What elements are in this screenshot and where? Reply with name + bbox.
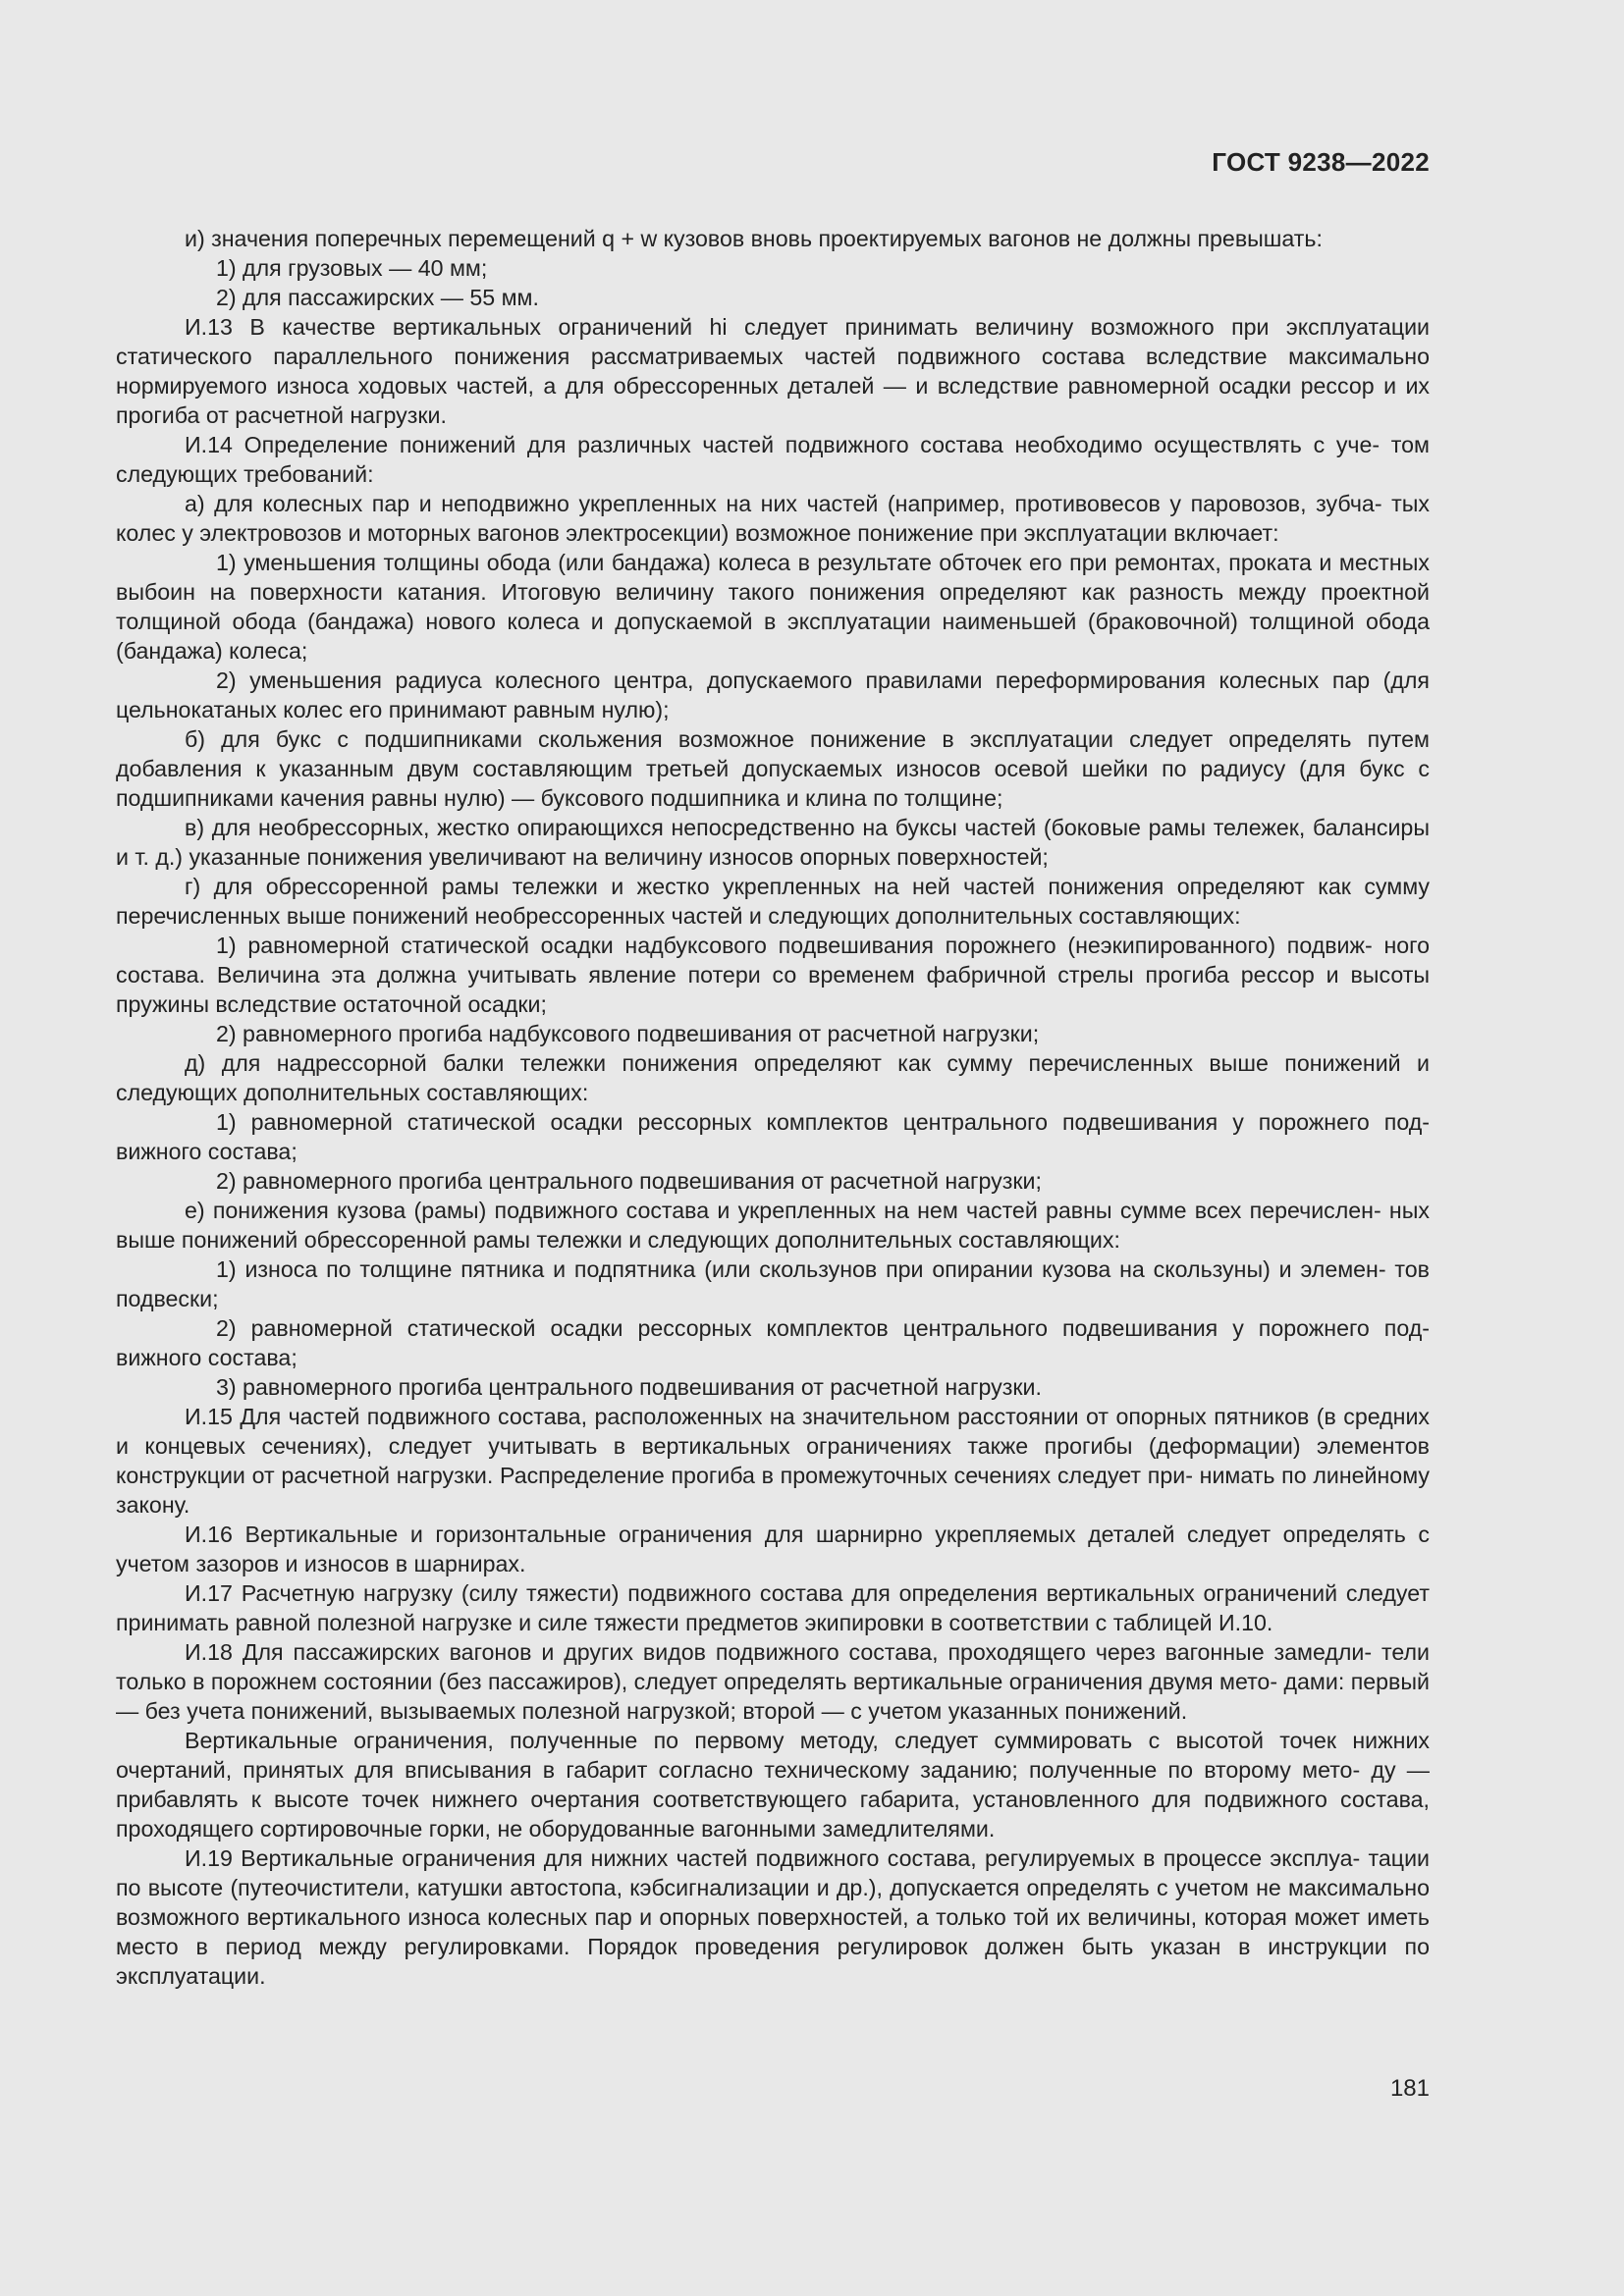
paragraph: е) понижения кузова (рамы) подвижного состава и укрепленных на нем частей равны сумме всех перечислен- ных выше понижений обрессоренной рамы тележки и следующих дополнительных составляющих:	[116, 1198, 1430, 1253]
paragraph: 1) износа по толщине пятника и подпятника (или скользунов при опирании кузова на скользуны) и элемен- тов подвески;	[116, 1256, 1430, 1311]
paragraph: Вертикальные ограничения, полученные по первому методу, следует суммировать с высотой точек нижних очертаний, принятых для вписывания в габарит согласно техническому заданию; полученные по второму мето- ду — прибавлять к высоте точек нижнего очертания соответствующего габарита, установленного для подвижного состава, проходящего сортировочные горки, не оборудованные вагонными замедлителями.	[116, 1728, 1430, 1842]
paragraph: И.17 Расчетную нагрузку (силу тяжести) подвижного состава для определения вертикальных ограничений следует принимать равной полезной нагрузке и силе тяжести предметов экипировки в соответствии с таблицей И.10.	[116, 1580, 1430, 1635]
paragraph: 2) для пассажирских — 55 мм.	[216, 285, 539, 310]
paragraph: 3) равномерного прогиба центрального подвешивания от расчетной нагрузки.	[216, 1374, 1042, 1400]
paragraph: И.13 В качестве вертикальных ограничений hi следует принимать величину возможного при эксплуатации статического параллельного понижения рассматриваемых частей подвижного состава вследствие максимально нормируемого износа ходовых частей, а для обрессоренных деталей — и вследствие равномерной осадки рессор и их прогиба от расчетной нагрузки.	[116, 314, 1430, 428]
paragraph: г) для обрессоренной рамы тележки и жестко укрепленных на ней частей понижения определяют как сумму перечисленных выше понижений необрессоренных частей и следующих дополнительных составляющих:	[116, 874, 1430, 929]
paragraph: И.14 Определение понижений для различных частей подвижного состава необходимо осуществлять с уче- том следующих требований:	[116, 432, 1430, 487]
paragraph: И.19 Вертикальные ограничения для нижних частей подвижного состава, регулируемых в процессе эксплуа- тации по высоте (путеочистители, катушки автостопа, кэбсигнализации и др.), допускается определять с учетом не максимально возможного вертикального износа колесных пар и опорных поверхностей, а только той их величины, которая может иметь место в период между регулировками. Порядок проведения регулировок должен быть указан в инструкции по эксплуатации.	[116, 1845, 1430, 1989]
document-code-header: ГОСТ 9238—2022	[1212, 147, 1430, 177]
paragraph: 2) уменьшения радиуса колесного центра, допускаемого правилами переформирования колесных пар (для цельнокатаных колес его принимают равным нулю);	[116, 667, 1430, 722]
page-number: 181	[1389, 2075, 1430, 2102]
paragraph: б) для букс с подшипниками скольжения возможное понижение в эксплуатации следует определять путем добавления к указанным двум составляющим третьей допускаемых износов осевой шейки по радиусу (для букс с подшипниками качения равны нулю) — буксового подшипника и клина по толщине;	[116, 726, 1430, 811]
paragraph: И.18 Для пассажирских вагонов и других видов подвижного состава, проходящего через вагонные замедли- тели только в порожнем состоянии (без пассажиров), следует определять вертикальные ограничения двумя мето- дами: первый — без учета понижений, вызываемых полезной нагрузкой; второй — с учетом указанных понижений.	[116, 1639, 1430, 1724]
paragraph: 1) уменьшения толщины обода (или бандажа) колеса в результате обточек его при ремонтах, проката и местных выбоин на поверхности катания. Итоговую величину такого понижения определяют как разность между проектной толщиной обода (бандажа) нового колеса и допускаемой в эксплуатации наименьшей (браковочной) толщиной обода (бандажа) колеса;	[116, 550, 1430, 664]
paragraph: 1) равномерной статической осадки рессорных комплектов центрального подвешивания у порожнего под- вижного состава;	[116, 1109, 1430, 1164]
document-body	[116, 224, 1430, 1991]
paragraph: а) для колесных пар и неподвижно укрепленных на них частей (например, противовесов у паровозов, зубча- тых колес у электровозов и моторных вагонов электросекции) возможное понижение при эксплуатации включает:	[116, 491, 1430, 546]
paragraph: в) для необрессорных, жестко опирающихся непосредственно на буксы частей (боковые рамы тележек, балансиры и т. д.) указанные понижения увеличивают на величину износов опорных поверхностей;	[116, 815, 1430, 870]
paragraph: И.15 Для частей подвижного состава, расположенных на значительном расстоянии от опорных пятников (в средних и концевых сечениях), следует учитывать в вертикальных ограничениях также прогибы (деформации) элементов конструкции от расчетной нагрузки. Распределение прогиба в промежуточных сечениях следует при- нимать по линейному закону.	[116, 1404, 1430, 1518]
paragraph: 1) равномерной статической осадки надбуксового подвешивания порожнего (неэкипированного) подвиж- ного состава. Величина эта должна учитывать явление потери со временем фабричной стрелы прогиба рессор и высоты пружины вследствие остаточной осадки;	[116, 933, 1430, 1017]
paragraph: 2) равномерной статической осадки рессорных комплектов центрального подвешивания у порожнего под- вижного состава;	[116, 1315, 1430, 1370]
paragraph: д) для надрессорной балки тележки понижения определяют как сумму перечисленных выше понижений и следующих дополнительных составляющих:	[116, 1050, 1430, 1105]
paragraph: и) значения поперечных перемещений q + w кузовов вновь проектируемых вагонов не должны превышать:	[185, 226, 1323, 251]
paragraph: 2) равномерного прогиба надбуксового подвешивания от расчетной нагрузки;	[216, 1021, 1040, 1046]
paragraph: 2) равномерного прогиба центрального подвешивания от расчетной нагрузки;	[216, 1168, 1042, 1194]
paragraph: И.16 Вертикальные и горизонтальные ограничения для шарнирно укрепляемых деталей следует определять с учетом зазоров и износов в шарнирах.	[116, 1522, 1430, 1576]
paragraph: 1) для грузовых — 40 мм;	[216, 255, 488, 281]
